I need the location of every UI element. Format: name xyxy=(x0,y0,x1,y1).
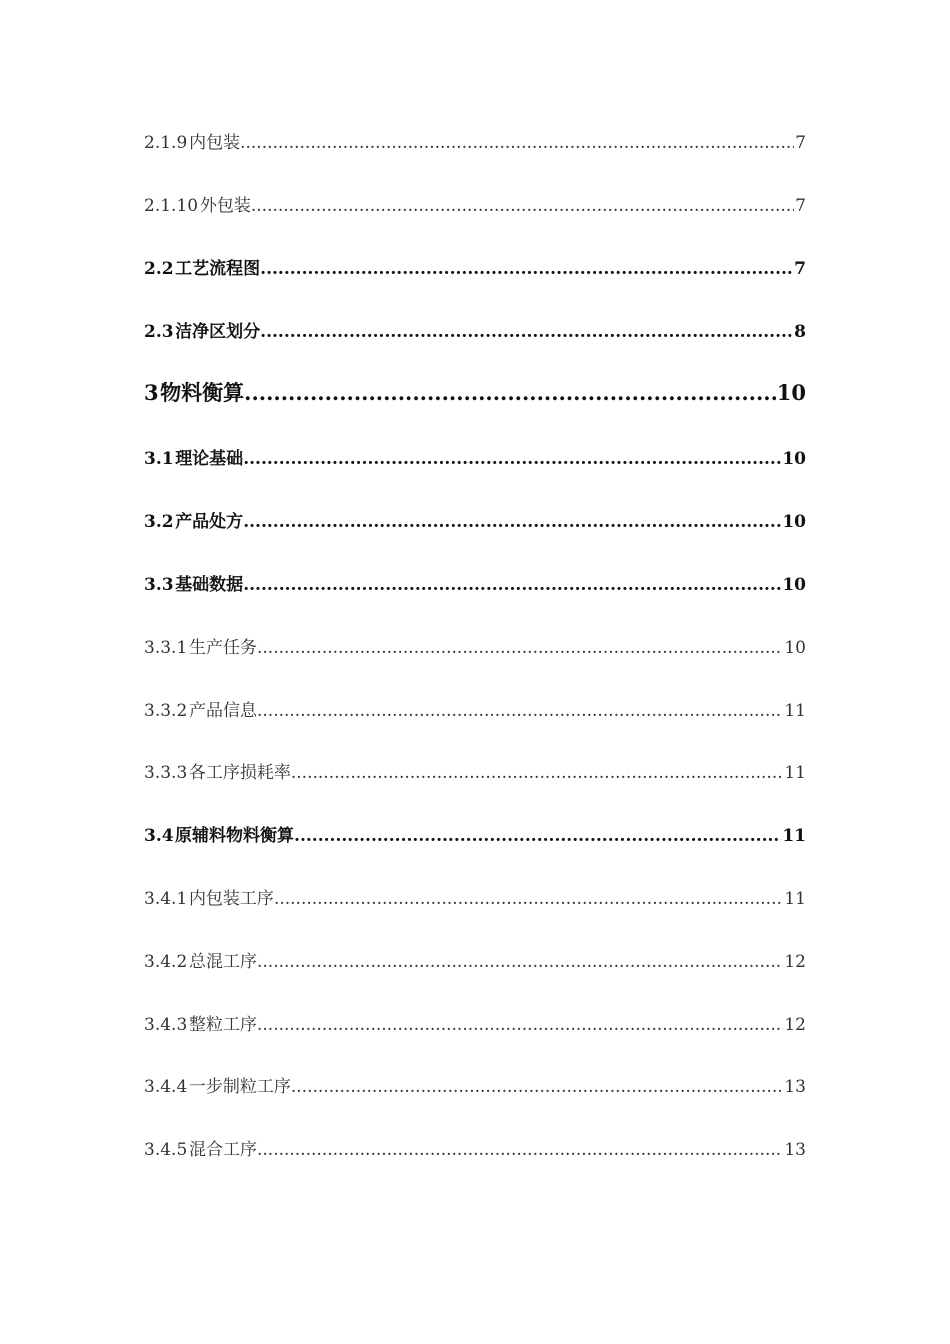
toc-entry-page: 11 xyxy=(784,763,806,783)
toc-entry-3-4-5[interactable] xyxy=(144,1135,806,1160)
dot-leader xyxy=(243,575,781,595)
toc-entry-2-2[interactable] xyxy=(144,254,806,279)
dot-leader xyxy=(243,512,781,532)
toc-entry-title: 各工序损耗率 xyxy=(188,763,291,783)
dot-leader xyxy=(260,322,793,342)
toc-entry-2-1-10[interactable] xyxy=(144,191,806,216)
dot-leader xyxy=(243,449,781,469)
dot-leader xyxy=(291,763,783,783)
dot-leader xyxy=(244,380,776,405)
toc-entry-page: 12 xyxy=(784,952,806,972)
toc-entry-page: 8 xyxy=(794,322,806,342)
toc-entry-page: 11 xyxy=(784,701,806,721)
toc-entry-number: 3.1 xyxy=(144,449,174,469)
dot-leader xyxy=(251,196,794,216)
toc-entry-number: 3.3.3 xyxy=(144,763,188,783)
toc-entry-page: 11 xyxy=(784,889,806,909)
toc-entry-title: 理论基础 xyxy=(175,449,244,469)
toc-entry-number: 3.4.3 xyxy=(144,1015,188,1035)
toc-entry-page: 7 xyxy=(794,259,806,279)
toc-entry-number: 2.2 xyxy=(144,259,174,279)
toc-entry-title: 内包装工序 xyxy=(188,889,274,909)
toc-entry-3-4-2[interactable] xyxy=(144,947,806,972)
toc-entry-2-3[interactable] xyxy=(144,317,806,342)
toc-entry-3-4-4[interactable] xyxy=(144,1072,806,1097)
toc-entry-3[interactable] xyxy=(144,377,806,407)
toc-entry-page: 13 xyxy=(784,1140,806,1160)
dot-leader xyxy=(257,952,783,972)
dot-leader xyxy=(294,826,781,846)
toc-entry-title: 整粒工序 xyxy=(188,1015,257,1035)
toc-entry-number: 3.3 xyxy=(144,575,174,595)
toc-entry-page: 7 xyxy=(795,133,806,153)
toc-entry-page: 11 xyxy=(782,826,806,846)
toc-entry-page: 10 xyxy=(782,512,806,532)
toc-entry-3-3-2[interactable] xyxy=(144,696,806,721)
toc-entry-number: 2.1.9 xyxy=(144,133,188,153)
toc-entry-2-1-9[interactable] xyxy=(144,128,806,153)
toc-entry-title: 工艺流程图 xyxy=(175,259,261,279)
toc-entry-page: 13 xyxy=(784,1077,806,1097)
toc-entry-title: 产品处方 xyxy=(175,512,244,532)
dot-leader xyxy=(240,133,794,153)
toc-entry-number: 3.2 xyxy=(144,512,174,532)
toc-entry-3-3[interactable] xyxy=(144,570,806,595)
dot-leader xyxy=(274,889,783,909)
toc-entry-title: 物料衡算 xyxy=(160,380,245,405)
toc-entry-number: 2.1.10 xyxy=(144,196,199,216)
toc-entry-page: 12 xyxy=(784,1015,806,1035)
dot-leader xyxy=(260,259,793,279)
toc-entry-3-2[interactable] xyxy=(144,507,806,532)
dot-leader xyxy=(257,638,783,658)
toc-entry-3-4-3[interactable] xyxy=(144,1010,806,1035)
toc-entry-3-4-1[interactable] xyxy=(144,884,806,909)
toc-entry-page: 10 xyxy=(782,575,806,595)
toc-entry-number: 2.3 xyxy=(144,322,174,342)
toc-entry-title: 混合工序 xyxy=(188,1140,257,1160)
toc-entry-page: 7 xyxy=(795,196,806,216)
toc-entry-page: 10 xyxy=(784,638,806,658)
toc-entry-number: 3.4.5 xyxy=(144,1140,188,1160)
toc-entry-title: 总混工序 xyxy=(188,952,257,972)
toc-entry-title: 生产任务 xyxy=(188,638,257,658)
toc-entry-title: 原辅料物料衡算 xyxy=(175,826,295,846)
dot-leader xyxy=(291,1077,783,1097)
toc-entry-3-3-1[interactable] xyxy=(144,633,806,658)
toc-entry-3-4[interactable] xyxy=(144,821,806,846)
toc-entry-title: 外包装 xyxy=(199,196,251,216)
toc-entry-3-3-3[interactable] xyxy=(144,758,806,783)
toc-entry-number: 3.3.2 xyxy=(144,701,188,721)
dot-leader xyxy=(257,701,783,721)
toc-entry-number: 3.4 xyxy=(144,826,174,846)
toc-entry-title: 产品信息 xyxy=(188,701,257,721)
toc-entry-title: 内包装 xyxy=(189,133,241,153)
dot-leader xyxy=(257,1140,783,1160)
toc-entry-title: 洁净区划分 xyxy=(175,322,261,342)
toc-entry-title: 基础数据 xyxy=(175,575,244,595)
toc-entry-page: 10 xyxy=(776,380,806,405)
toc-entry-number: 3.4.2 xyxy=(144,952,188,972)
toc-entry-page: 10 xyxy=(782,449,806,469)
toc-entry-number: 3.3.1 xyxy=(144,638,188,658)
toc-entry-3-1[interactable] xyxy=(144,444,806,469)
toc-entry-number: 3.4.1 xyxy=(144,889,188,909)
toc-entry-number: 3 xyxy=(144,380,159,405)
dot-leader xyxy=(257,1015,783,1035)
toc-entry-title: 一步制粒工序 xyxy=(188,1077,291,1097)
toc-entry-number: 3.4.4 xyxy=(144,1077,188,1097)
